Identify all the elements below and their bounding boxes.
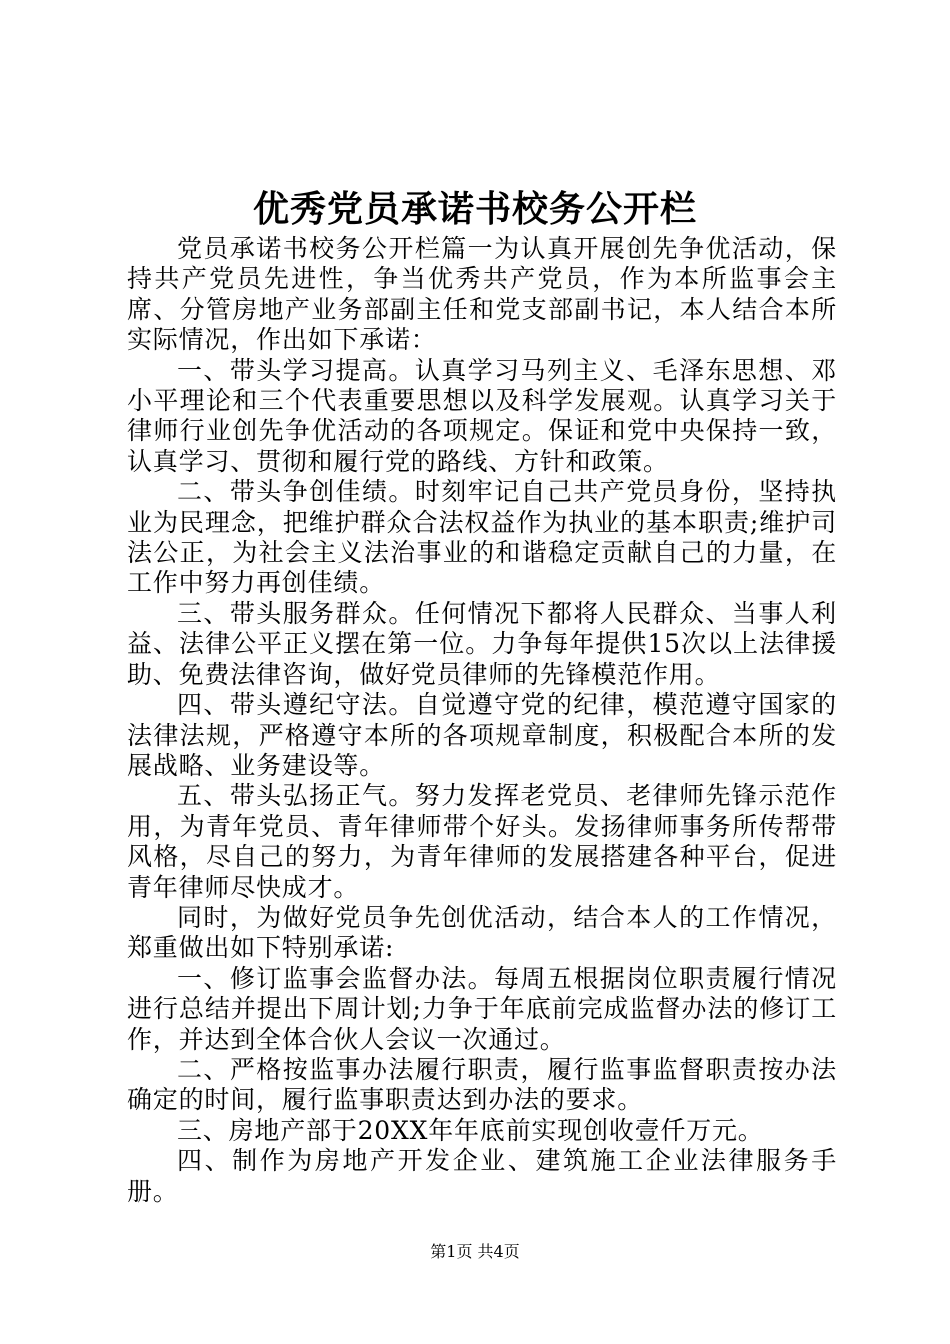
- paragraph-commitment-2: 二、带头争创佳绩。时刻牢记自己共产党员身份，坚持执业为民理念，把维护群众合法权益作为执业的基本职责;维护司法公正，为社会主义法治事业的和谐稳定贡献自己的力量，在工作中努力再创佳绩。: [127, 477, 837, 598]
- paragraph-commitment-3: 三、带头服务群众。任何情况下都将人民群众、当事人利益、法律公平正义摆在第一位。力争每年提供15次以上法律援助、免费法律咨询，做好党员律师的先锋模范作用。: [127, 598, 837, 689]
- paragraph-commitment-1: 一、带头学习提高。认真学习马列主义、毛泽东思想、邓小平理论和三个代表重要思想以及科学发展观。认真学习关于律师行业创先争优活动的各项规定。保证和党中央保持一致，认真学习、贯彻和履行党的路线、方针和政策。: [127, 355, 837, 476]
- page-number-footer: 第1页 共4页: [430, 1242, 520, 1261]
- paragraph-commitment-4: 四、带头遵纪守法。自觉遵守党的纪律，模范遵守国家的法律法规，严格遵守本所的各项规章制度，积极配合本所的发展战略、业务建设等。: [127, 690, 837, 780]
- paragraph-commitment-5: 五、带头弘扬正气。努力发挥老党员、老律师先锋示范作用，为青年党员、青年律师带个好头。发扬律师事务所传帮带风格，尽自己的努力，为青年律师的发展搭建各种平台，促进青年律师尽快成才。: [127, 781, 837, 902]
- paragraph-special-4: 四、制作为房地产开发企业、建筑施工企业法律服务手册。: [127, 1146, 837, 1206]
- document-title: 优秀党员承诺书校务公开栏: [252, 188, 697, 230]
- paragraph-special-2: 二、严格按监事办法履行职责，履行监事监督职责按办法确定的时间，履行监事职责达到办法的要求。: [127, 1054, 837, 1115]
- paragraph-special-intro: 同时，为做好党员争先创优活动，结合本人的工作情况，郑重做出如下特别承诺:: [127, 902, 837, 963]
- document-body: [127, 234, 837, 1207]
- paragraph-intro: 党员承诺书校务公开栏篇一为认真开展创先争优活动，保持共产党员先进性，争当优秀共产党员，作为本所监事会主席、分管房地产业务部副主任和党支部副书记，本人结合本所实际情况，作出如下承诺：: [127, 234, 837, 355]
- paragraph-special-3: 三、房地产部于20XX年年底前实现创收壹仟万元。: [177, 1115, 764, 1145]
- paragraph-special-1: 一、修订监事会监督办法。每周五根据岗位职责履行情况进行总结并提出下周计划;力争于年底前完成监督办法的修订工作，并达到全体合伙人会议一次通过。: [127, 963, 837, 1054]
